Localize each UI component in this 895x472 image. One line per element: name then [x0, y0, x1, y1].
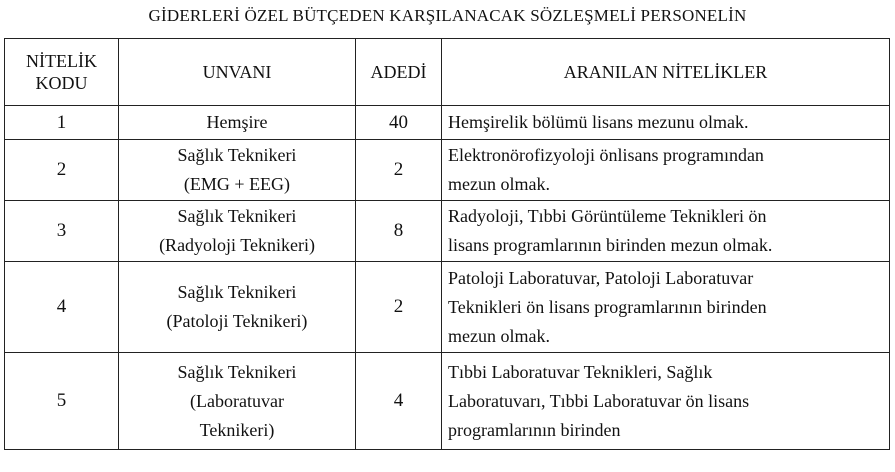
- unvan-cell: [119, 106, 356, 140]
- unvan-line: (EMG + EEG): [183, 174, 291, 194]
- table-row: [5, 140, 890, 201]
- unvan-line: (Laboratuvar: [190, 390, 284, 411]
- nitelik-line: Laboratuvarı, Tıbbi Laboratuvar ön lisans: [448, 390, 750, 411]
- table-row: [5, 201, 890, 262]
- header-kod-line2: KODU: [35, 73, 88, 93]
- nitelik-line: Tıbbi Laboratuvar Teknikleri, Sağlık: [448, 361, 713, 382]
- nitelik-line: Radyoloji, Tıbbi Görüntüleme Teknikleri ön: [448, 206, 767, 226]
- header-adedi: ADEDİ: [356, 39, 442, 106]
- table-row: [5, 106, 890, 140]
- adet-cell: 8: [356, 201, 442, 262]
- header-unvani: UNVANI: [119, 39, 356, 106]
- unvan-line: Sağlık Teknikeri: [177, 361, 297, 382]
- nitelik-kodu-cell: 1: [5, 106, 119, 140]
- personnel-table: [4, 38, 890, 450]
- nitelik-line: mezun olmak.: [448, 325, 550, 346]
- nitelik-line: Elektronörofizyoloji önlisans programından: [448, 145, 764, 165]
- unvan-cell: [119, 353, 356, 450]
- adet-cell: 40: [356, 106, 442, 140]
- unvan-cell: [119, 201, 356, 262]
- nitelik-kodu-cell: 2: [5, 140, 119, 201]
- unvan-line: Sağlık Teknikeri: [177, 282, 297, 302]
- nitelik-line: mezun olmak.: [448, 174, 550, 194]
- adet-cell: 2: [356, 262, 442, 353]
- header-kod-line1: NİTELİK: [26, 51, 97, 71]
- nitelik-line: programlarının birinden: [448, 419, 621, 440]
- header-row: [5, 39, 890, 106]
- unvan-cell: [119, 140, 356, 201]
- nitelik-line: Hemşirelik bölümü lisans mezunu olmak.: [448, 112, 749, 132]
- table-row: [5, 353, 890, 450]
- unvan-line: Teknikeri): [199, 419, 275, 440]
- header-aranilan-nitelikler: ARANILAN NİTELİKLER: [442, 39, 890, 106]
- nitelik-kodu-cell: 5: [5, 353, 119, 450]
- nitelik-line: Patoloji Laboratuvar, Patoloji Laboratuvar: [448, 267, 754, 288]
- unvan-cell: [119, 262, 356, 353]
- adet-cell: 4: [356, 353, 442, 450]
- unvan-line: Hemşire: [206, 112, 268, 132]
- unvan-line: (Radyoloji Teknikeri): [159, 235, 315, 255]
- page-title: GİDERLERİ ÖZEL BÜTÇEDEN KARŞILANACAK SÖZLEŞMELİ PERSONELİN: [148, 6, 747, 25]
- unvan-line: (Patoloji Teknikeri): [166, 311, 308, 331]
- nitelik-line: lisans programlarının birinden mezun olmak.: [448, 235, 773, 255]
- header-nitelik-kodu: [5, 39, 119, 106]
- nitelik-kodu-cell: 4: [5, 262, 119, 353]
- nitelik-cell: [442, 106, 890, 140]
- unvan-line: Sağlık Teknikeri: [177, 145, 297, 165]
- unvan-line: Sağlık Teknikeri: [177, 206, 297, 226]
- adet-cell: 2: [356, 140, 442, 201]
- nitelik-cell: [442, 353, 890, 450]
- table-row: [5, 262, 890, 353]
- nitelik-cell: [442, 140, 890, 201]
- nitelik-cell: [442, 262, 890, 353]
- nitelik-cell: [442, 201, 890, 262]
- nitelik-line: Teknikleri ön lisans programlarının birinden: [448, 296, 767, 317]
- nitelik-kodu-cell: 3: [5, 201, 119, 262]
